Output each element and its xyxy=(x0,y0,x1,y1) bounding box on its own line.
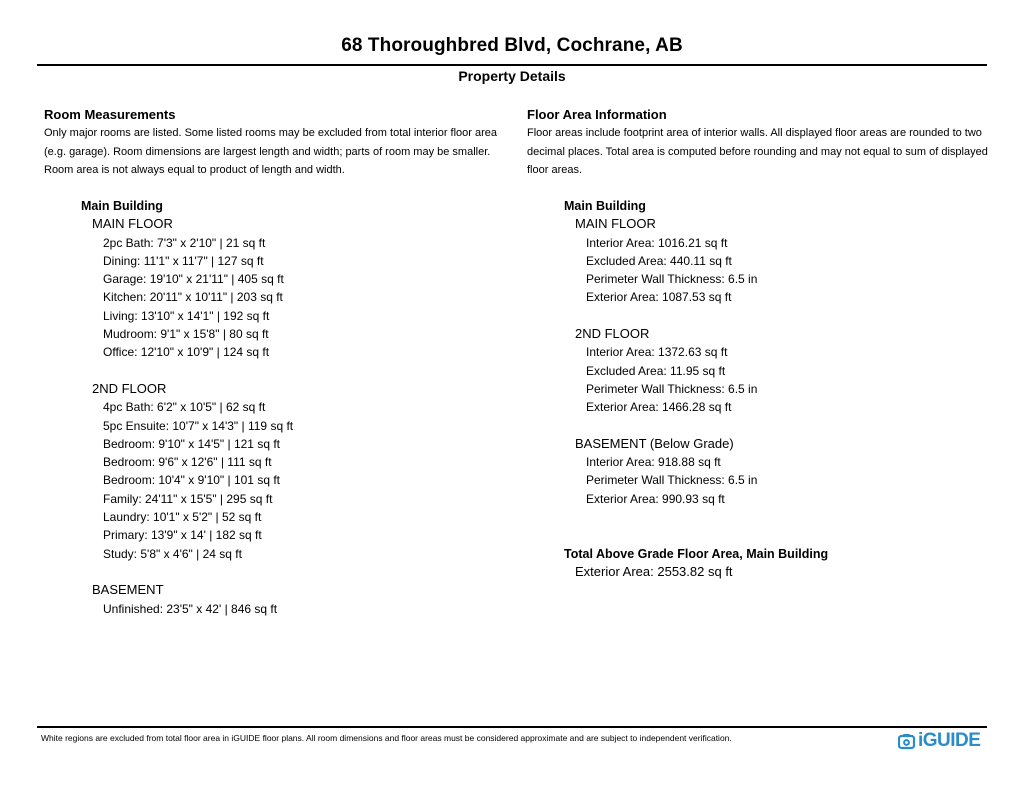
area-item: Excluded Area: 440.11 sq ft xyxy=(586,253,732,268)
floor-area-section xyxy=(527,106,997,180)
area-item: Perimeter Wall Thickness: 6.5 in xyxy=(586,473,758,488)
room-item: Living: 13'10" x 14'1" | 192 sq ft xyxy=(103,308,270,323)
area-item: Excluded Area: 11.95 sq ft xyxy=(586,363,726,378)
floor-label: BASEMENT (Below Grade) xyxy=(575,435,734,451)
room-measurements-section xyxy=(44,106,504,180)
floor-area-list xyxy=(564,197,984,581)
footer-divider xyxy=(37,726,987,728)
iguide-logo-text: iGUIDE xyxy=(918,730,981,751)
room-item: 2pc Bath: 7'3" x 2'10" | 21 sq ft xyxy=(103,235,266,250)
area-item: Exterior Area: 1466.28 sq ft xyxy=(586,400,732,415)
area-item: Exterior Area: 990.93 sq ft xyxy=(586,491,725,506)
room-item: 4pc Bath: 6'2" x 10'5" | 62 sq ft xyxy=(103,400,266,415)
floor-label: 2ND FLOOR xyxy=(92,380,167,396)
area-item: Perimeter Wall Thickness: 6.5 in xyxy=(586,272,758,287)
iguide-logo xyxy=(898,730,980,752)
room-item: Kitchen: 20'11" x 10'11" | 203 sq ft xyxy=(103,290,283,305)
room-item: 5pc Ensuite: 10'7" x 14'3" | 119 sq ft xyxy=(103,418,294,433)
room-measurements-heading: Room Measurements xyxy=(44,107,176,122)
room-measurements-description: Only major rooms are listed. Some listed rooms may be excluded from total interior floor area (e.g. garage). Room dimensions are largest length and width; parts of room may be smaller. Room area is not always equal to product of length and width. xyxy=(44,127,498,176)
room-item: Bedroom: 9'6" x 12'6" | 111 sq ft xyxy=(103,455,272,470)
room-item: Bedroom: 9'10" x 14'5" | 121 sq ft xyxy=(103,436,280,451)
floor-label: BASEMENT xyxy=(92,582,164,598)
floor-area-heading: Floor Area Information xyxy=(527,107,667,122)
footer-note: White regions are excluded from total floor area in iGUIDE floor plans. All room dimensions and floor areas must be considered approximate and are subject to independent verification. xyxy=(41,733,732,743)
room-item: Mudroom: 9'1" x 15'8" | 80 sq ft xyxy=(103,327,269,342)
floor-label: MAIN FLOOR xyxy=(92,216,173,232)
page-title: 68 Thoroughbred Blvd, Cochrane, AB xyxy=(341,35,683,56)
area-item: Perimeter Wall Thickness: 6.5 in xyxy=(586,381,758,396)
total-area-heading: Total Above Grade Floor Area, Main Building xyxy=(564,546,829,561)
total-area-value: Exterior Area: 2553.82 sq ft xyxy=(575,563,733,579)
room-item: Laundry: 10'1" x 5'2" | 52 sq ft xyxy=(103,510,262,525)
room-item: Dining: 11'1" x 11'7" | 127 sq ft xyxy=(103,253,264,268)
floor-label: 2ND FLOOR xyxy=(575,326,650,342)
iguide-logo-icon xyxy=(898,733,915,750)
room-item: Garage: 19'10" x 21'11" | 405 sq ft xyxy=(103,272,284,287)
area-item: Exterior Area: 1087.53 sq ft xyxy=(586,290,732,305)
header-divider xyxy=(37,64,987,66)
floor-area-description: Floor areas include footprint area of interior walls. All displayed floor areas are rounded to two decimal places. Total area is computed before rounding and may not equal to sum of displayed floor areas. xyxy=(527,127,988,176)
building-label: Main Building xyxy=(564,199,646,213)
room-list xyxy=(81,197,501,618)
area-item: Interior Area: 918.88 sq ft xyxy=(586,455,721,470)
room-item: Primary: 13'9" x 14' | 182 sq ft xyxy=(103,528,262,543)
page-subtitle: Property Details xyxy=(458,68,566,84)
room-item: Bedroom: 10'4" x 9'10" | 101 sq ft xyxy=(103,473,280,488)
area-item: Interior Area: 1016.21 sq ft xyxy=(586,235,728,250)
room-item: Study: 5'8" x 4'6" | 24 sq ft xyxy=(103,546,242,561)
area-item: Interior Area: 1372.63 sq ft xyxy=(586,345,728,360)
room-item: Office: 12'10" x 10'9" | 124 sq ft xyxy=(103,345,270,360)
room-item: Family: 24'11" x 15'5" | 295 sq ft xyxy=(103,491,273,506)
floor-label: MAIN FLOOR xyxy=(575,216,656,232)
room-item: Unfinished: 23'5" x 42' | 846 sq ft xyxy=(103,601,278,616)
building-label: Main Building xyxy=(81,199,163,213)
